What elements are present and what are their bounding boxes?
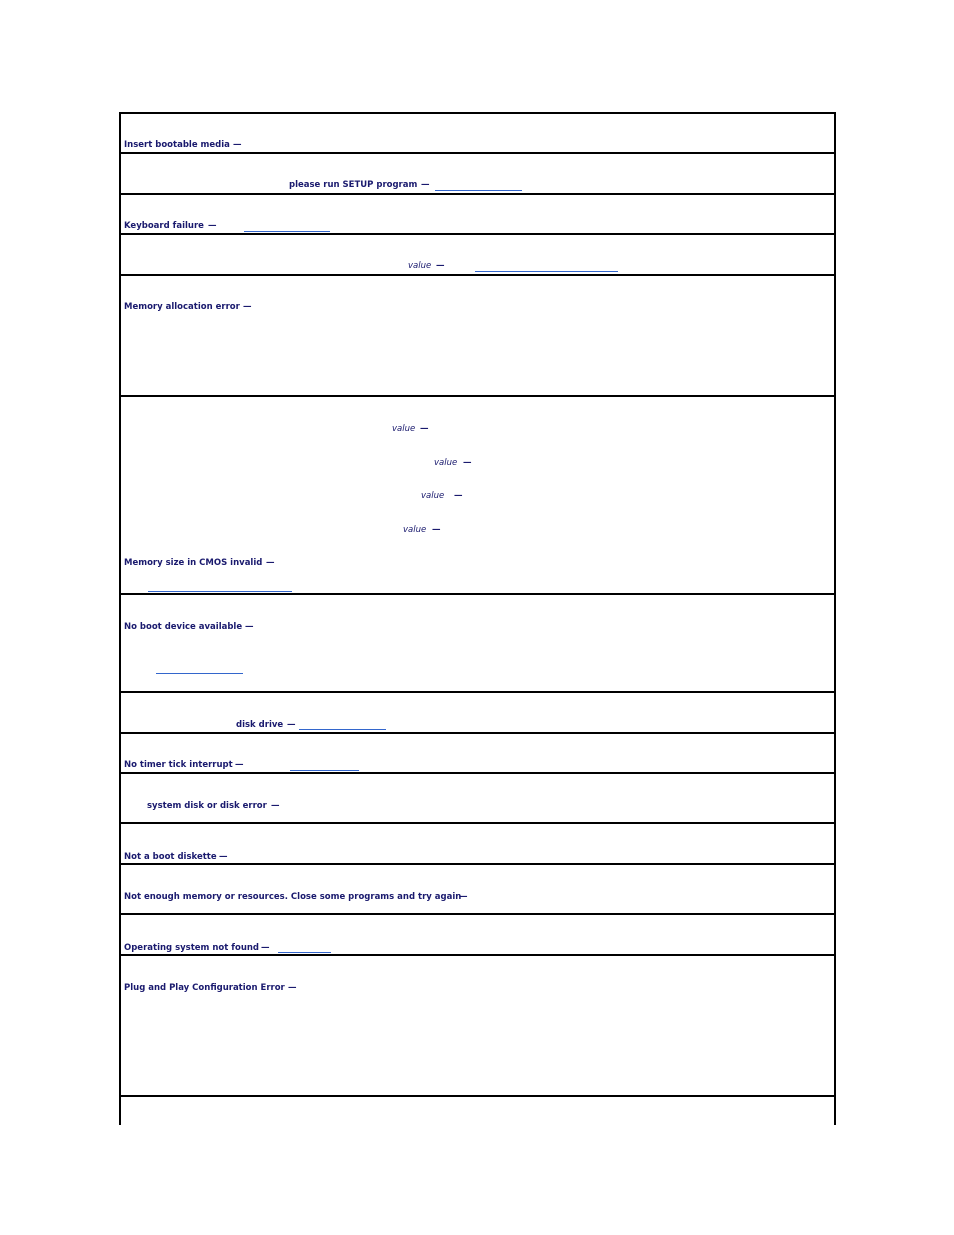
reference-link[interactable] — [148, 591, 292, 592]
message-label: Not enough memory or resources. Close some programs and try again — [124, 892, 462, 902]
value-label: value — [408, 261, 432, 271]
dash: — — [208, 221, 217, 231]
dash: — — [219, 852, 228, 862]
dash: — — [436, 261, 445, 271]
dash: — — [463, 458, 472, 468]
reference-link[interactable] — [290, 770, 359, 771]
error-message-table — [119, 112, 836, 1125]
table-row — [121, 734, 834, 774]
dash: — — [243, 302, 252, 312]
message-label: No boot device available — [124, 622, 243, 632]
dash: — — [271, 801, 280, 811]
table-row — [121, 154, 834, 195]
dash: — — [432, 525, 441, 535]
table-row — [121, 276, 834, 397]
message-label: Memory allocation error — [124, 302, 240, 312]
value-label: value — [421, 491, 445, 501]
dash: — — [459, 892, 468, 902]
message-label: Memory size in CMOS invalid — [124, 558, 263, 568]
dash: — — [261, 943, 270, 953]
reference-link[interactable] — [244, 231, 330, 232]
message-label: disk drive — [236, 720, 284, 730]
message-label: Operating system not found — [124, 943, 260, 953]
reference-link[interactable] — [156, 673, 243, 674]
message-label: system disk or disk error — [147, 801, 267, 811]
table-row — [121, 956, 834, 1097]
message-label: please run SETUP program — [289, 180, 418, 190]
value-label: value — [403, 525, 427, 535]
reference-link[interactable] — [475, 271, 618, 272]
reference-link[interactable] — [435, 190, 522, 191]
dash: — — [287, 720, 296, 730]
message-label: Not a boot diskette — [124, 852, 217, 862]
message-label: Keyboard failure — [124, 221, 204, 231]
table-row — [121, 915, 834, 956]
dash: — — [420, 424, 429, 434]
table-row — [121, 195, 834, 235]
dash: — — [454, 491, 463, 501]
table-row — [121, 824, 834, 865]
value-label: value — [392, 424, 416, 434]
dash: — — [288, 983, 297, 993]
reference-link[interactable] — [278, 952, 331, 953]
message-label: Plug and Play Configuration Error — [124, 983, 285, 993]
value-label: value — [434, 458, 458, 468]
message-label: No timer tick interrupt — [124, 760, 233, 770]
table-row — [121, 693, 834, 734]
message-label: Insert bootable media — [124, 140, 230, 150]
dash: — — [245, 622, 254, 632]
table-row — [121, 114, 834, 154]
table-row — [121, 595, 834, 693]
dash: — — [266, 558, 275, 568]
table-row — [121, 865, 834, 915]
table-row — [121, 235, 834, 276]
table-row — [121, 397, 834, 595]
reference-link[interactable] — [299, 729, 386, 730]
dash: — — [233, 140, 242, 150]
table-row — [121, 774, 834, 824]
dash: — — [235, 760, 244, 770]
dash: — — [421, 180, 430, 190]
